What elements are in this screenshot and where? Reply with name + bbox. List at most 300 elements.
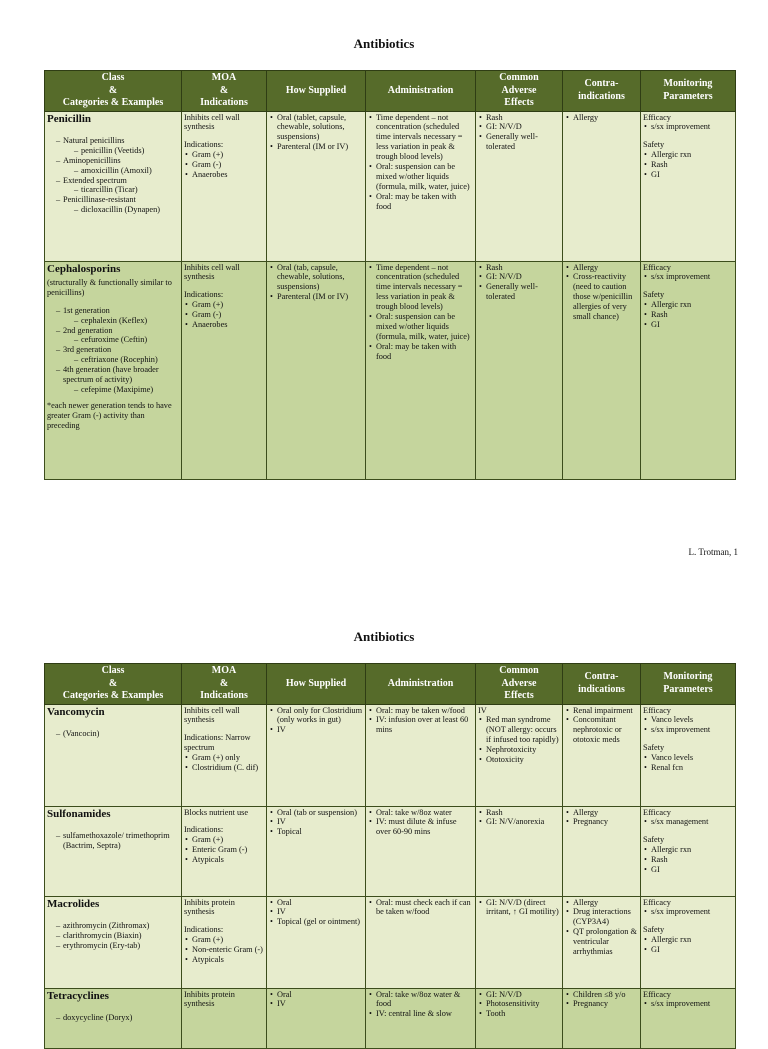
adverse-effect-item: • Generally well-tolerated (478, 132, 560, 152)
table-row (45, 111, 736, 261)
efficacy-list (643, 272, 733, 282)
efficacy-list (643, 999, 733, 1009)
contraindication-list (565, 808, 638, 828)
column-header-line: & (219, 677, 229, 689)
contraindication-item: • Pregnancy (565, 817, 638, 827)
spacer (643, 827, 733, 835)
spacer (643, 132, 733, 140)
column-header-line: How Supplied (285, 677, 347, 689)
example-list (55, 1013, 179, 1023)
column-header-line: & (108, 84, 118, 96)
administration-item: • Oral: may be taken w/food (368, 706, 473, 716)
monitoring-cell (641, 111, 736, 261)
example-list (55, 921, 179, 951)
column-header (45, 664, 182, 705)
column-header (267, 664, 366, 705)
moa-cell (182, 111, 267, 261)
example-drug: – ticarcillin (Ticar) (73, 185, 179, 195)
example-drug: – cefepime (Maxipime) (73, 385, 179, 395)
indication-item: • Atypicals (184, 955, 264, 965)
spacer (643, 735, 733, 743)
efficacy-item: • s/sx improvement (643, 122, 733, 132)
example-category (55, 729, 179, 739)
indication-list (184, 150, 264, 180)
column-header (563, 71, 641, 112)
supplied-item: • Oral (269, 898, 363, 908)
class-note: *each newer generation tends to have greater Gram (-) activity than preceding (47, 401, 172, 431)
indication-list (184, 835, 264, 865)
moa-text: Inhibits cell wall synthesis (184, 705, 240, 725)
example-category (55, 931, 179, 941)
spacer (184, 817, 264, 825)
example-text: azithromycin (Zithromax) (63, 920, 150, 930)
indication-list (184, 935, 264, 965)
adverse-cell (476, 704, 563, 806)
example-text: 2nd generation (63, 325, 113, 335)
example-drug-list (73, 205, 179, 215)
column-header-line: How Supplied (285, 84, 347, 96)
class-intro: (structurally & functionally similar to penicillins) (47, 277, 172, 297)
column-header-line: Categories & Examples (62, 690, 164, 701)
example-category (55, 176, 179, 196)
example-drug-list (73, 335, 179, 345)
column-header-line: Parameters (663, 90, 713, 102)
supplied-item: • Topical (gel or ointment) (269, 917, 363, 927)
example-category (55, 941, 179, 951)
administration-list (368, 808, 473, 838)
column-header-line: Effects (504, 690, 534, 701)
class-cell (45, 261, 182, 479)
example-category (55, 921, 179, 931)
page-2-title: Antibiotics (353, 629, 415, 644)
safety-label: Safety (643, 925, 665, 935)
administration-cell (366, 111, 476, 261)
spacer (47, 913, 179, 921)
example-drug: – amoxicillin (Amoxil) (73, 166, 179, 176)
moa-cell (182, 896, 267, 988)
contraindication-item: • Concomitant nephrotoxic or ototoxic meds (565, 715, 638, 745)
column-header-line: Contra- (584, 671, 619, 683)
indications-label: Indications: (184, 825, 224, 835)
example-drug: – penicillin (Veetids) (73, 146, 179, 156)
efficacy-label: Efficacy (643, 112, 671, 122)
drug-class-name: Macrolides (47, 897, 100, 910)
example-drug-list (73, 385, 179, 395)
contraindication-item: • Allergy (565, 898, 638, 908)
supplied-item: • Oral (269, 990, 363, 1000)
safety-item: • Rash (643, 160, 733, 170)
example-list (55, 136, 179, 216)
column-header (476, 664, 563, 705)
indication-item: • Gram (+) (184, 835, 264, 845)
example-drug-list (73, 355, 179, 365)
class-cell (45, 896, 182, 988)
adverse-effect-list (478, 990, 560, 1020)
supplied-item: • IV (269, 999, 363, 1009)
column-header (267, 71, 366, 112)
adverse-effect-item: • GI: N/V/D (direct irritant, ↑ GI motility) (478, 898, 560, 918)
contraindication-list (565, 263, 638, 323)
administration-list (368, 113, 473, 213)
administration-item: • Oral: take w/8oz water & food (368, 990, 473, 1010)
adverse-effect-list (478, 898, 560, 918)
column-header (182, 71, 267, 112)
efficacy-item: • s/sx management (643, 817, 733, 827)
adverse-effect-item: • Rash (478, 263, 560, 273)
spacer (643, 917, 733, 925)
administration-item: • IV: infusion over at least 60 mins (368, 715, 473, 735)
example-category (55, 326, 179, 346)
safety-item: • GI (643, 320, 733, 330)
safety-item: • GI (643, 865, 733, 875)
supplied-cell (267, 988, 366, 1048)
contraindication-cell (563, 261, 641, 479)
column-header-line: Monitoring (663, 671, 713, 683)
supplied-item: • IV (269, 907, 363, 917)
safety-item: • GI (643, 945, 733, 955)
supplied-cell (267, 704, 366, 806)
safety-list (643, 300, 733, 330)
column-header-line: Effects (504, 97, 534, 108)
contraindication-item: • Children ≤8 y/o (565, 990, 638, 1000)
contraindication-item: • Pregnancy (565, 999, 638, 1009)
monitoring-cell (641, 988, 736, 1048)
safety-item: • Vanco levels (643, 753, 733, 763)
administration-item: • Time dependent – not concentration (scheduled time intervals necessary = less variation in peak & trough blood levels) (368, 263, 473, 313)
example-list (55, 306, 179, 396)
adverse-effect-item: • GI: N/V/anorexia (478, 817, 560, 827)
spacer (47, 298, 179, 306)
column-header (366, 664, 476, 705)
efficacy-list (643, 817, 733, 827)
example-category (55, 345, 179, 365)
safety-item: • GI (643, 170, 733, 180)
column-header-line: Common (499, 72, 539, 83)
administration-cell (366, 806, 476, 896)
contraindication-list (565, 898, 638, 958)
column-header-line: & (219, 84, 229, 96)
adverse-effect-item: • GI: N/V/D (478, 122, 560, 132)
supplied-item: • Oral only for Clostridium (only works in gut) (269, 706, 363, 726)
spacer (47, 1005, 179, 1013)
spacer (184, 917, 264, 925)
contraindication-item: • Allergy (565, 263, 638, 273)
administration-item: • Oral: take w/8oz water (368, 808, 473, 818)
example-drug-list (73, 166, 179, 176)
moa-text: Inhibits cell wall synthesis (184, 112, 240, 132)
indication-item: • Gram (-) (184, 310, 264, 320)
column-header-line: Common (499, 665, 539, 676)
indication-item: • Anaerobes (184, 320, 264, 330)
example-drug-list (73, 185, 179, 195)
column-header (476, 71, 563, 112)
column-header-line: Indications (200, 97, 248, 108)
adverse-effect-item: • Generally well-tolerated (478, 282, 560, 302)
example-text: clarithromycin (Biaxin) (63, 930, 142, 940)
table-row (45, 261, 736, 479)
safety-item: • Allergic rxn (643, 845, 733, 855)
contraindication-item: • Allergy (565, 808, 638, 818)
moa-cell (182, 806, 267, 896)
example-text: (Vancocin) (63, 728, 100, 738)
column-header-line: indications (578, 90, 625, 102)
administration-cell (366, 704, 476, 806)
column-header (366, 71, 476, 112)
safety-list (643, 935, 733, 955)
monitoring-cell (641, 806, 736, 896)
example-text: Extended spectrum (63, 175, 127, 185)
antibiotics-table-page-1 (44, 70, 736, 480)
safety-item: • Renal fcn (643, 763, 733, 773)
monitoring-cell (641, 896, 736, 988)
adverse-effect-item: • Tooth (478, 1009, 560, 1019)
efficacy-item: • s/sx improvement (643, 907, 733, 917)
safety-item: • Allergic rxn (643, 150, 733, 160)
example-drug: – cefuroxime (Ceftin) (73, 335, 179, 345)
drug-class-name: Penicillin (47, 112, 91, 125)
class-cell (45, 111, 182, 261)
example-text: 1st generation (63, 305, 110, 315)
efficacy-item: • Vanco levels (643, 715, 733, 725)
contraindication-cell (563, 896, 641, 988)
page-footer: L. Trotman, 1 (688, 547, 738, 557)
column-header-line: Class (101, 665, 125, 676)
administration-item: • Oral: suspension can be mixed w/other liquids (formula, milk, water, juice) (368, 162, 473, 192)
adverse-cell (476, 111, 563, 261)
efficacy-label: Efficacy (643, 989, 671, 999)
adverse-effect-item: • GI: N/V/D (478, 990, 560, 1000)
example-category (55, 195, 179, 215)
indication-list (184, 753, 264, 773)
moa-cell (182, 261, 267, 479)
monitoring-cell (641, 704, 736, 806)
contraindication-list (565, 990, 638, 1010)
example-drug-list (73, 146, 179, 156)
contraindication-cell (563, 111, 641, 261)
column-header-line: Categories & Examples (62, 97, 164, 108)
column-header-line: Adverse (501, 677, 537, 689)
indications-label: Indications: (184, 290, 224, 300)
example-drug-list (73, 316, 179, 326)
efficacy-item: • s/sx improvement (643, 999, 733, 1009)
example-category (55, 306, 179, 326)
column-header-line: indications (578, 683, 625, 695)
moa-cell (182, 988, 267, 1048)
moa-text: Inhibits protein synthesis (184, 989, 235, 1009)
spacer (643, 282, 733, 290)
drug-class-name: Sulfonamides (47, 807, 111, 820)
example-text: Natural penicillins (63, 135, 125, 145)
contraindication-list (565, 706, 638, 746)
adverse-effect-item: • GI: N/V/D (478, 272, 560, 282)
efficacy-label: Efficacy (643, 705, 671, 715)
drug-class-name: Tetracyclines (47, 989, 109, 1002)
supplied-cell (267, 806, 366, 896)
supplied-list (269, 706, 363, 736)
example-category (55, 136, 179, 156)
adverse-effect-item: • Ototoxicity (478, 755, 560, 765)
moa-cell (182, 704, 267, 806)
table-row (45, 988, 736, 1048)
adverse-effect-list (478, 808, 560, 828)
contraindication-cell (563, 704, 641, 806)
supplied-cell (267, 896, 366, 988)
moa-text: Inhibits cell wall synthesis (184, 262, 240, 282)
column-header-line: MOA (211, 665, 237, 676)
indications-label: Indications: (184, 140, 224, 150)
administration-cell (366, 988, 476, 1048)
class-cell (45, 806, 182, 896)
example-text: Aminopenicillins (63, 155, 121, 165)
spacer (184, 725, 264, 733)
column-header (182, 664, 267, 705)
efficacy-label: Efficacy (643, 807, 671, 817)
column-header-line: MOA (211, 72, 237, 83)
column-header-line: & (108, 677, 118, 689)
spacer (184, 282, 264, 290)
safety-label: Safety (643, 835, 665, 845)
safety-label: Safety (643, 743, 665, 753)
safety-list (643, 845, 733, 875)
example-drug: – dicloxacillin (Dynapen) (73, 205, 179, 215)
spacer (184, 132, 264, 140)
spacer (47, 823, 179, 831)
antibiotics-table-page-2 (44, 663, 736, 1049)
column-header-line: Parameters (663, 683, 713, 695)
administration-item: • Oral: may be taken with food (368, 342, 473, 362)
administration-list (368, 990, 473, 1020)
adverse-effect-list (478, 113, 560, 153)
administration-item: • Oral: may be taken with food (368, 192, 473, 212)
supplied-list (269, 263, 363, 303)
contraindication-item: • Drug interactions (CYP3A4) (565, 907, 638, 927)
indication-item: • Atypicals (184, 855, 264, 865)
page-1-title: Antibiotics (353, 36, 415, 51)
administration-list (368, 898, 473, 918)
supplied-list (269, 808, 363, 838)
adverse-cell (476, 896, 563, 988)
efficacy-list (643, 907, 733, 917)
administration-list (368, 263, 473, 363)
table-row (45, 896, 736, 988)
supplied-item: • IV (269, 817, 363, 827)
spacer (47, 128, 179, 136)
indication-list (184, 300, 264, 330)
example-category (55, 1013, 179, 1023)
spacer (47, 721, 179, 729)
indications-label: Indications: (184, 925, 224, 935)
indication-item: • Non-enteric Gram (-) (184, 945, 264, 955)
column-header-line: Indications (200, 690, 248, 701)
supplied-cell (267, 111, 366, 261)
contraindication-item: • Renal impairment (565, 706, 638, 716)
safety-item: • Allergic rxn (643, 300, 733, 310)
efficacy-item: • s/sx improvement (643, 725, 733, 735)
supplied-item: • IV (269, 725, 363, 735)
indication-item: • Gram (-) (184, 160, 264, 170)
efficacy-label: Efficacy (643, 897, 671, 907)
column-header-line: Contra- (584, 78, 619, 90)
contraindication-cell (563, 988, 641, 1048)
drug-class-name: Vancomycin (47, 705, 105, 718)
indication-item: • Enteric Gram (-) (184, 845, 264, 855)
indication-item: • Gram (+) (184, 150, 264, 160)
efficacy-item: • s/sx improvement (643, 272, 733, 282)
example-drug: – cephalexin (Keflex) (73, 316, 179, 326)
contraindication-list (565, 113, 638, 123)
adverse-cell (476, 988, 563, 1048)
drug-class-name: Cephalosporins (47, 262, 121, 275)
safety-label: Safety (643, 140, 665, 150)
column-header (641, 664, 736, 705)
safety-item: • Rash (643, 855, 733, 865)
indications-label: Indications: Narrow spectrum (184, 733, 251, 753)
contraindication-item: • Cross-reactivity (need to caution those w/penicillin allergies of very small chance) (565, 272, 638, 322)
indication-item: • Gram (+) (184, 300, 264, 310)
adverse-effect-item: • Rash (478, 808, 560, 818)
indication-item: • Gram (+) only (184, 753, 264, 763)
safety-list (643, 753, 733, 773)
safety-item: • Allergic rxn (643, 935, 733, 945)
adverse-effect-item: • Photosensitivity (478, 999, 560, 1009)
example-category (55, 831, 179, 851)
column-header (45, 71, 182, 112)
class-cell (45, 988, 182, 1048)
indication-item: • Anaerobes (184, 170, 264, 180)
contraindication-item: • Allergy (565, 113, 638, 123)
administration-list (368, 706, 473, 736)
indication-item: • Gram (+) (184, 935, 264, 945)
contraindication-item: • QT prolongation & ventricular arrhythmias (565, 927, 638, 957)
safety-item: • Rash (643, 310, 733, 320)
column-header-line: Monitoring (663, 78, 713, 90)
column-header-line: Adverse (501, 84, 537, 96)
column-header (563, 664, 641, 705)
example-text: Penicillinase-resistant (63, 195, 136, 205)
administration-cell (366, 896, 476, 988)
indication-item: • Clostridium (C. dif) (184, 763, 264, 773)
column-header (641, 71, 736, 112)
supplied-item: • Topical (269, 827, 363, 837)
efficacy-list (643, 122, 733, 132)
adverse-effect-list (478, 263, 560, 303)
example-text: 4th generation (have broader spectrum of activity) (63, 365, 159, 385)
example-text: sulfamethoxazole/ trimethoprim (Bactrim, Septra) (63, 830, 170, 850)
example-list (55, 831, 179, 851)
moa-text: Blocks nutrient use (184, 807, 249, 817)
administration-cell (366, 261, 476, 479)
safety-list (643, 150, 733, 180)
administration-item: • IV: central line & slow (368, 1009, 473, 1019)
supplied-list (269, 990, 363, 1010)
column-header-line: Administration (387, 677, 454, 689)
adverse-cell (476, 261, 563, 479)
example-text: 3rd generation (63, 345, 112, 355)
example-list (55, 729, 179, 739)
administration-item: • Oral: suspension can be mixed w/other liquids (formula, milk, water, juice) (368, 312, 473, 342)
efficacy-label: Efficacy (643, 262, 671, 272)
example-text: erythromycin (Ery-tab) (63, 940, 141, 950)
supplied-item: • Parenteral (IM or IV) (269, 142, 363, 152)
example-drug: – ceftriaxone (Rocephin) (73, 355, 179, 365)
table-row (45, 704, 736, 806)
administration-item: • Oral: must check each if can be taken w/food (368, 898, 473, 918)
adverse-effect-item: • Red man syndrome (NOT allergy: occurs if infused too rapidly) (478, 715, 560, 745)
column-header-line: Class (101, 72, 125, 83)
supplied-item: • Oral (tab or suspension) (269, 808, 363, 818)
monitoring-cell (641, 261, 736, 479)
administration-item: • Time dependent – not concentration (scheduled time intervals necessary = less variation in peak & trough blood levels) (368, 113, 473, 163)
